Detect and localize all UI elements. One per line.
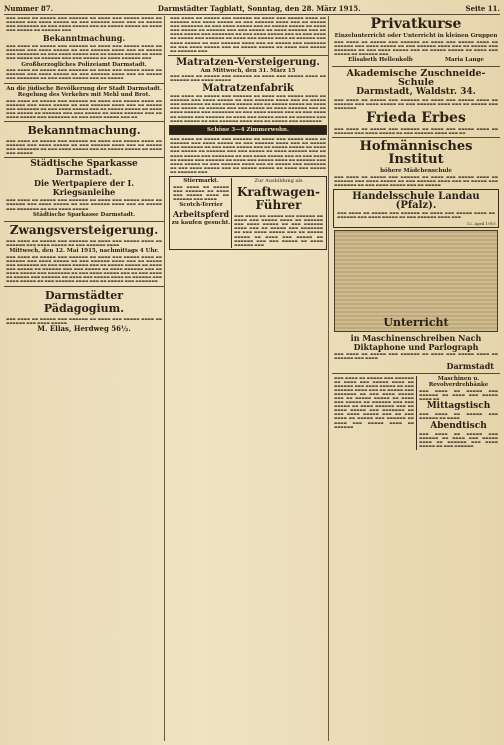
header-page-number: Seite 11. — [465, 3, 500, 13]
matratzen-title: Matratzen-Versteigerung. — [176, 56, 320, 68]
kraftwagen-title: Kraftwagen-Führer — [236, 185, 321, 213]
akademie-address: Darmstadt, Waldstr. 34. — [356, 86, 476, 97]
schoene-wohnung-heading: Schöne 3—4 Zimmerwohn. — [207, 126, 289, 133]
hofmann-institut-title: Hofmännisches Institut — [359, 139, 473, 168]
filler-text: ▬▬▬ ▬▬▬▬ ▬▬ ▬▬▬▬▬ ▬▬▬ ▬▬▬▬▬▬ ▬▬ ▬▬▬▬ ▬▬▬ ▬▬▬▬▬ ▬▬▬▬ ▬▬ ▬▬▬▬▬▬ ▬▬▬ ▬▬▬▬ ▬▬▬▬▬ ▬▬ ▬▬▬ ▬▬▬▬▬▬ ▬▬▬▬ ▬▬▬ ▬▬ ▬▬▬▬▬ ▬▬▬ ▬▬▬▬▬▬▬ ▬▬ ▬▬▬ ▬▬▬▬ ▬▬▬▬▬ ▬▬▬ ▬▬ ▬▬▬▬▬ ▬▬▬▬▬ ▬▬ ▬▬▬▬ ▬▬▬ ▬▬▬▬▬ ▬▬ ▬▬▬▬▬▬ ▬▬▬ — [6, 16, 163, 33]
maschinen-title: Maschinen u. Revolverdrehbänke — [428, 375, 489, 388]
paedagogium-footer: M. Ellas, Herdweg 56½. — [37, 324, 131, 334]
header-issue: Nummer 87. — [4, 3, 54, 13]
sparkasse-signature: Städtische Sparkasse Darmstadt. — [32, 212, 136, 219]
privatkurse-subtitle: Einzelunterricht oder Unterricht in kleinen Gruppen — [334, 33, 498, 39]
aufruf-subtitle: Regelung des Verkehrs mit Mehl und Brot. — [17, 92, 151, 99]
matratzenfabrik-title: Matratzenfabrik — [202, 83, 294, 95]
arbeitspferd-title: Arbeitspferd — [172, 208, 230, 219]
zwangsversteigerung-title: Zwangsversteigerung. — [9, 222, 159, 237]
kriegsanleihe-heading: Die Wertpapiere der I. Kriegsanleihe — [34, 178, 134, 198]
privatkurse-title: Privatkurse — [370, 16, 462, 32]
abendtisch-title: Abendtisch — [430, 420, 487, 431]
mittagstisch-title: Mittagstisch — [426, 401, 491, 412]
zu-kaufen-gesucht: zu kaufen gesucht. — [171, 219, 231, 226]
scotch-terrier: Scotch-Terrier — [179, 202, 223, 209]
unterricht-title: Unterricht — [383, 315, 449, 329]
frieda-erbes-title: Frieda Erbes — [366, 110, 466, 127]
unterricht-subtitle: in Maschinenschreiben Nach Diktaphone und Parlograph — [350, 332, 482, 352]
teacher-elisabeth: Elisabeth Hellenkolb — [348, 57, 413, 64]
unterricht-city: Darmstadt — [446, 360, 494, 371]
matratzen-date: Am Mittwoch, den 31. März 15 — [200, 67, 296, 74]
header-masthead: Darmstädter Tagblatt, Sonntag, den 28. März 1915. — [157, 3, 361, 13]
column-right: Privatkurse Einzelunterricht oder Unterricht in kleinen Gruppen ▬▬▬ ▬▬▬▬ ▬▬ ▬▬▬▬▬ ▬▬▬ ▬▬▬▬▬▬ ▬▬ ▬▬▬▬ ▬▬▬ ▬▬▬▬▬ ▬▬▬▬ ▬▬ ▬▬▬▬▬▬ ▬▬▬ ▬▬▬▬ ▬▬▬▬▬ ▬▬ ▬▬▬ ▬▬▬▬▬▬ ▬▬▬▬ ▬▬▬ ▬▬ ▬▬▬▬▬ ▬▬▬ ▬▬▬▬▬▬▬ ▬▬ ▬▬▬ ▬▬▬▬ ▬▬▬▬▬ ▬▬▬ ▬▬ ▬▬▬▬▬ ▬▬▬▬▬ ▬▬ ▬▬▬▬ ▬▬▬ ▬▬▬▬▬ ▬▬ ▬▬▬▬▬▬ ▬▬▬ Elisabeth Hellenkolb Maria Lange Akademische Zuschneide-Schule Darmstadt, Waldstr. 34. ▬▬▬ ▬▬▬▬ ▬▬ ▬▬▬▬▬ ▬▬▬ ▬▬▬▬▬▬ ▬▬ ▬▬▬▬ ▬▬▬ ▬▬▬▬▬ ▬▬▬▬ ▬▬ ▬▬▬▬▬▬ ▬▬▬ ▬▬▬▬ ▬▬▬▬▬ ▬▬ ▬▬▬ ▬▬▬▬▬▬ ▬▬▬▬ ▬▬▬ ▬▬ ▬▬▬▬▬ ▬▬▬ ▬▬▬▬▬▬▬ Frieda Erbes ▬▬▬ ▬▬▬▬ ▬▬ ▬▬▬▬▬ ▬▬▬ ▬▬▬▬▬▬ ▬▬ ▬▬▬▬ ▬▬▬ ▬▬▬▬▬ ▬▬▬▬ ▬▬ ▬▬▬▬▬▬ ▬▬▬ ▬▬▬▬ ▬▬▬▬▬ ▬▬ ▬▬▬ ▬▬▬▬▬▬ ▬▬▬▬ ▬▬▬ ▬▬ Hofmännisches Institut höhere Mädchenschule ▬▬▬ ▬▬▬▬ ▬▬ ▬▬▬▬▬ ▬▬▬ ▬▬▬▬▬▬ ▬▬ ▬▬▬▬ ▬▬▬ ▬▬▬▬▬ ▬▬▬▬ ▬▬ ▬▬▬▬▬▬ ▬▬▬ ▬▬▬▬ ▬▬▬▬▬ ▬▬ ▬▬▬ ▬▬▬▬▬▬ ▬▬▬▬ ▬▬▬ ▬▬ ▬▬▬▬▬ ▬▬▬ ▬▬▬▬▬▬▬ ▬▬ ▬▬▬ ▬▬▬▬ ▬▬▬▬▬ ▬▬▬ ▬▬ ▬▬▬▬▬ Handelsschule Landau (Pfalz). ▬▬▬ ▬▬▬▬ ▬▬ ▬▬▬▬▬ ▬▬▬ ▬▬▬▬▬▬ ▬▬ ▬▬▬▬ ▬▬▬ ▬▬▬▬▬ ▬▬▬▬ ▬▬ ▬▬▬▬▬▬ ▬▬▬ ▬▬▬▬ ▬▬▬▬▬ ▬▬ ▬▬▬ ▬▬▬▬▬▬ ▬▬▬▬ ▬▬▬ 12. April 1915. Unterricht in Maschinenschreiben Nach Diktaphone und Parlograph ▬▬▬ ▬▬▬▬ ▬▬ ▬▬▬▬▬ ▬▬▬ ▬▬▬▬▬▬ ▬▬ ▬▬▬▬ ▬▬▬ ▬▬▬▬▬ ▬▬▬▬ ▬▬ ▬▬▬▬▬▬ ▬▬▬ ▬▬▬▬ Darmstadt ▬▬▬ ▬▬▬▬ ▬▬ ▬▬▬▬▬ ▬▬▬ ▬▬▬▬▬▬ ▬▬ ▬▬▬▬ ▬▬▬ ▬▬▬▬▬ ▬▬▬▬ ▬▬ ▬▬▬▬▬▬ ▬▬▬ ▬▬▬▬ ▬▬▬▬▬ ▬▬ ▬▬▬ ▬▬▬▬▬▬ ▬▬▬▬ ▬▬▬ ▬▬ ▬▬▬▬▬ ▬▬▬ ▬▬▬▬▬▬▬ ▬▬ ▬▬▬ ▬▬▬▬ ▬▬▬▬▬ ▬▬▬ ▬▬ ▬▬▬▬▬ ▬▬▬▬▬ ▬▬ ▬▬▬▬ ▬▬▬ ▬▬▬▬▬ ▬▬ ▬▬▬▬▬▬ ▬▬▬ ▬▬▬ ▬▬▬▬▬ ▬▬ ▬▬▬▬ ▬▬▬▬▬▬ ▬▬▬ ▬▬ ▬▬▬▬ ▬▬▬▬▬ ▬▬▬ ▬▬▬▬▬▬▬ ▬▬ ▬▬▬ ▬▬▬▬ ▬▬▬▬▬ ▬▬▬ ▬▬ ▬▬▬ ▬▬▬▬ ▬▬ ▬▬▬▬▬ ▬▬▬ ▬▬▬▬▬▬ ▬▬ ▬▬▬▬ ▬▬▬ ▬▬▬▬▬ ▬▬▬▬ ▬▬ ▬▬▬▬▬▬ Maschinen u. Revolverdrehbänke ▬▬▬ ▬▬▬▬ ▬▬ ▬▬▬▬▬ ▬▬▬ ▬▬▬▬▬▬ ▬▬ ▬▬▬▬ ▬▬▬ ▬▬▬▬▬ ▬▬▬▬ ▬▬ Mittagstisch ▬▬▬ ▬▬▬▬ ▬▬ ▬▬▬▬▬ ▬▬▬ ▬▬▬▬▬▬ ▬▬ ▬▬▬▬ Abendtisch ▬▬▬ ▬▬▬▬ ▬▬ ▬▬▬▬▬ ▬▬▬ ▬▬▬▬▬▬ ▬▬ ▬▬▬▬ ▬▬▬ ▬▬▬▬▬ ▬▬▬▬ ▬▬ ▬▬▬▬▬▬ ▬▬▬ ▬▬▬▬ ▬▬▬▬▬ ▬▬ ▬▬▬ ▬▬▬▬▬▬ — [334, 16, 498, 449]
column-left: ▬▬▬ ▬▬▬▬ ▬▬ ▬▬▬▬▬ ▬▬▬ ▬▬▬▬▬▬ ▬▬ ▬▬▬▬ ▬▬▬ ▬▬▬▬▬ ▬▬▬▬ ▬▬ ▬▬▬▬▬▬ ▬▬▬ ▬▬▬▬ ▬▬▬▬▬ ▬▬ ▬▬▬ ▬▬▬▬▬▬ ▬▬▬▬ ▬▬▬ ▬▬ ▬▬▬▬▬ ▬▬▬ ▬▬▬▬▬▬▬ ▬▬ ▬▬▬ ▬▬▬▬ ▬▬▬▬▬ ▬▬▬ ▬▬ ▬▬▬▬▬ ▬▬▬▬▬ ▬▬ ▬▬▬▬ ▬▬▬ ▬▬▬▬▬ ▬▬ ▬▬▬▬▬▬ ▬▬▬ Bekanntmachung. ▬▬▬ ▬▬▬▬ ▬▬ ▬▬▬▬▬ ▬▬▬ ▬▬▬▬▬▬ ▬▬ ▬▬▬▬ ▬▬▬ ▬▬▬▬▬ ▬▬▬▬ ▬▬ ▬▬▬▬▬▬ ▬▬▬ ▬▬▬▬ ▬▬▬▬▬ ▬▬ ▬▬▬ ▬▬▬▬▬▬ ▬▬▬▬ ▬▬▬ ▬▬ ▬▬▬▬▬ ▬▬▬ ▬▬▬▬▬▬▬ ▬▬ ▬▬▬ ▬▬▬▬ ▬▬▬▬▬ ▬▬▬ ▬▬ ▬▬▬▬▬ ▬▬▬▬▬ ▬▬ ▬▬▬▬ ▬▬▬ ▬▬▬▬▬ ▬▬ ▬▬▬▬▬▬ ▬▬▬ ▬▬▬ ▬▬▬▬▬ ▬▬ ▬▬▬▬ ▬▬▬▬▬▬ ▬▬▬ Großherzogliches Polizeiamt Darmstadt. ▬▬▬ ▬▬▬▬ ▬▬ ▬▬▬▬▬ ▬▬▬ ▬▬▬▬▬▬ ▬▬ ▬▬▬▬ ▬▬▬ ▬▬▬▬▬ ▬▬▬▬ ▬▬ ▬▬▬▬▬▬ ▬▬▬ ▬▬▬▬ ▬▬▬▬▬ ▬▬ ▬▬▬ ▬▬▬▬▬▬ ▬▬▬▬ ▬▬▬ ▬▬ ▬▬▬▬▬ ▬▬▬ ▬▬▬▬▬▬▬ ▬▬ ▬▬▬ ▬▬▬▬ ▬▬▬▬▬ ▬▬▬ ▬▬ ▬▬▬▬▬ An die jüdische Bevölkerung der Stadt Darmstadt. Regelung des Verkehrs mit Mehl und Brot. ▬▬▬ ▬▬▬▬ ▬▬ ▬▬▬▬▬ ▬▬▬ ▬▬▬▬▬▬ ▬▬ ▬▬▬▬ ▬▬▬ ▬▬▬▬▬ ▬▬▬▬ ▬▬ ▬▬▬▬▬▬ ▬▬▬ ▬▬▬▬ ▬▬▬▬▬ ▬▬ ▬▬▬ ▬▬▬▬▬▬ ▬▬▬▬ ▬▬▬ ▬▬ ▬▬▬▬▬ ▬▬▬ ▬▬▬▬▬▬▬ ▬▬ ▬▬▬ ▬▬▬▬ ▬▬▬▬▬ ▬▬▬ ▬▬ ▬▬▬▬▬ ▬▬▬▬▬ ▬▬ ▬▬▬▬ ▬▬▬ ▬▬▬▬▬ ▬▬ ▬▬▬▬▬▬ ▬▬▬ ▬▬▬ ▬▬▬▬▬ ▬▬ ▬▬▬▬ ▬▬▬▬▬▬ ▬▬▬ ▬▬ ▬▬▬▬ ▬▬▬▬▬ ▬▬▬ ▬▬▬▬▬▬▬ ▬▬ ▬▬▬ ▬▬▬▬ ▬▬▬▬▬ ▬▬▬ ▬▬ Bekanntmachung. ▬▬▬ ▬▬▬▬ ▬▬ ▬▬▬▬▬ ▬▬▬ ▬▬▬▬▬▬ ▬▬ ▬▬▬▬ ▬▬▬ ▬▬▬▬▬ ▬▬▬▬ ▬▬ ▬▬▬▬▬▬ ▬▬▬ ▬▬▬▬ ▬▬▬▬▬ ▬▬ ▬▬▬ ▬▬▬▬▬▬ ▬▬▬▬ ▬▬▬ ▬▬ ▬▬▬▬▬ ▬▬▬ ▬▬▬▬▬▬▬ ▬▬ ▬▬▬ ▬▬▬▬ ▬▬▬▬▬ ▬▬▬ ▬▬ ▬▬▬▬▬ ▬▬▬▬▬ ▬▬ ▬▬▬▬ ▬▬▬ ▬▬▬▬▬ Städtische Sparkasse Darmstadt. Die Wertpapiere der I. Kriegsanleihe ▬▬▬ ▬▬▬▬ ▬▬ ▬▬▬▬▬ ▬▬▬ ▬▬▬▬▬▬ ▬▬ ▬▬▬▬ ▬▬▬ ▬▬▬▬▬ ▬▬▬▬ ▬▬ ▬▬▬▬▬▬ ▬▬▬ ▬▬▬▬ ▬▬▬▬▬ ▬▬ ▬▬▬ ▬▬▬▬▬▬ ▬▬▬▬ ▬▬▬ ▬▬ ▬▬▬▬▬ ▬▬▬ ▬▬▬▬▬▬▬ ▬▬ ▬▬▬ ▬▬▬▬ ▬▬▬▬▬ Städtische Sparkasse Darmstadt. Zwangsversteigerung. ▬▬▬ ▬▬▬▬ ▬▬ ▬▬▬▬▬ ▬▬▬ ▬▬▬▬▬▬ ▬▬ ▬▬▬▬ ▬▬▬ ▬▬▬▬▬ ▬▬▬▬ ▬▬ ▬▬▬▬▬▬ ▬▬▬ ▬▬▬▬ ▬▬▬▬▬ ▬▬ ▬▬▬ ▬▬▬▬▬▬ ▬▬▬▬ Mittwoch, den 12. Mai 1915, nachmittags 4 Uhr. ▬▬▬ ▬▬▬▬ ▬▬ ▬▬▬▬▬ ▬▬▬ ▬▬▬▬▬▬ ▬▬ ▬▬▬▬ ▬▬▬ ▬▬▬▬▬ ▬▬▬▬ ▬▬ ▬▬▬▬▬▬ ▬▬▬ ▬▬▬▬ ▬▬▬▬▬ ▬▬ ▬▬▬ ▬▬▬▬▬▬ ▬▬▬▬ ▬▬▬ ▬▬ ▬▬▬▬▬ ▬▬▬ ▬▬▬▬▬▬▬ ▬▬ ▬▬▬ ▬▬▬▬ ▬▬▬▬▬ ▬▬▬ ▬▬ ▬▬▬▬▬ ▬▬▬▬▬ ▬▬ ▬▬▬▬ ▬▬▬ ▬▬▬▬▬ ▬▬ ▬▬▬▬▬▬ ▬▬▬ ▬▬▬ ▬▬▬▬▬ ▬▬ ▬▬▬▬ ▬▬▬▬▬▬ ▬▬▬ ▬▬ ▬▬▬▬ ▬▬▬▬▬ ▬▬▬ ▬▬▬▬▬▬▬ ▬▬ ▬▬▬ ▬▬▬▬ ▬▬▬▬▬ ▬▬▬ ▬▬ ▬▬▬ ▬▬▬▬ ▬▬ ▬▬▬▬▬ ▬▬▬ ▬▬▬▬▬▬ ▬▬ ▬▬▬▬ ▬▬▬ ▬▬▬▬▬ ▬▬▬▬ ▬▬ ▬▬▬▬▬▬ ▬▬▬ ▬▬▬▬ ▬▬▬▬▬ ▬▬ ▬▬▬ ▬▬▬▬▬▬ ▬▬▬▬ ▬▬▬ ▬▬ ▬▬▬▬▬ ▬▬▬ ▬▬▬▬▬▬▬ Darmstädter Pädagogium. ▬▬▬ ▬▬▬▬ ▬▬ ▬▬▬▬▬ ▬▬▬ ▬▬▬▬▬▬ ▬▬ ▬▬▬▬ ▬▬▬ ▬▬▬▬▬ ▬▬▬▬ ▬▬ ▬▬▬▬▬▬ ▬▬▬ ▬▬▬▬ ▬▬▬▬▬ M. Ellas, Herdweg 56½. — [4, 16, 165, 741]
bekanntmachung-1-title: Bekanntmachung. — [42, 32, 126, 43]
paedagogium-title: Darmstädter Pädagogium. — [43, 288, 125, 315]
akademie-title: Akademische Zuschneide-Schule — [346, 67, 486, 88]
kraftwagen-label: Zur Ausbildung als — [254, 178, 303, 185]
bekanntmachung-2-title: Bekanntmachung. — [27, 124, 141, 137]
zwangsversteigerung-date: Mittwoch, den 12. Mai 1915, nachmittags 4 Uhr. — [9, 248, 159, 255]
hofmann-subtitle: höhere Mädchenschule — [380, 168, 452, 175]
polizeiamt-signature: Großherzogliches Polizeiamt Darmstadt. — [21, 61, 147, 68]
stiermarkt-title: Stiermarkt. — [183, 178, 219, 185]
aufruf-title: An die jüdische Bevölkerung der Stadt Darmstadt. — [6, 85, 162, 92]
teacher-maria: Maria Lange — [444, 57, 484, 64]
handelsschule-title: Handelsschule Landau (Pfalz). — [352, 191, 480, 212]
handelsschule-date: 12. April 1915. — [466, 220, 497, 226]
column-middle: ▬▬▬ ▬▬▬▬ ▬▬ ▬▬▬▬▬ ▬▬▬ ▬▬▬▬▬▬ ▬▬ ▬▬▬▬ ▬▬▬ ▬▬▬▬▬ ▬▬▬▬ ▬▬ ▬▬▬▬▬▬ ▬▬▬ ▬▬▬▬ ▬▬▬▬▬ ▬▬ ▬▬▬ ▬▬▬▬▬▬ ▬▬▬▬ ▬▬▬ ▬▬ ▬▬▬▬▬ ▬▬▬ ▬▬▬▬▬▬▬ ▬▬ ▬▬▬ ▬▬▬▬ ▬▬▬▬▬ ▬▬▬ ▬▬ ▬▬▬▬▬ ▬▬▬▬▬ ▬▬ ▬▬▬▬ ▬▬▬ ▬▬▬▬▬ ▬▬ ▬▬▬▬▬▬ ▬▬▬ ▬▬▬ ▬▬▬▬▬ ▬▬ ▬▬▬▬ ▬▬▬▬▬▬ ▬▬▬ ▬▬ ▬▬▬▬ ▬▬▬▬▬ ▬▬▬ ▬▬▬▬▬▬▬ ▬▬ ▬▬▬ ▬▬▬▬ ▬▬▬▬▬ ▬▬▬ ▬▬ ▬▬▬ ▬▬▬▬ ▬▬ ▬▬▬▬▬ ▬▬▬ ▬▬▬▬▬▬ ▬▬ ▬▬▬▬ ▬▬▬ ▬▬▬▬▬ ▬▬▬▬ ▬▬ ▬▬▬▬▬▬ ▬▬▬ ▬▬▬▬ ▬▬▬▬▬ ▬▬ ▬▬▬ ▬▬▬▬▬▬ ▬▬▬▬ ▬▬▬ ▬▬ ▬▬▬▬▬ ▬▬▬ ▬▬▬▬▬▬▬ ▬▬ ▬▬▬ ▬▬▬▬ ▬▬▬▬▬ ▬▬▬ ▬▬ ▬▬▬▬▬ ▬▬▬▬▬ ▬▬ ▬▬▬▬ ▬▬▬ ▬▬▬▬▬ ▬▬ ▬▬▬▬▬▬ ▬▬▬ Matratzen-Versteigerung. Am Mittwoch, den 31. März 15 ▬▬▬ ▬▬▬▬ ▬▬ ▬▬▬▬▬ ▬▬▬ ▬▬▬▬▬▬ ▬▬ ▬▬▬▬ ▬▬▬ ▬▬▬▬▬ ▬▬▬▬ ▬▬ ▬▬▬▬▬▬ ▬▬▬ ▬▬▬▬ ▬▬▬▬▬ Matratzenfabrik ▬▬▬ ▬▬▬▬ ▬▬ ▬▬▬▬▬ ▬▬▬ ▬▬▬▬▬▬ ▬▬ ▬▬▬▬ ▬▬▬ ▬▬▬▬▬ ▬▬▬▬ ▬▬ ▬▬▬▬▬▬ ▬▬▬ ▬▬▬▬ ▬▬▬▬▬ ▬▬ ▬▬▬ ▬▬▬▬▬▬ ▬▬▬▬ ▬▬▬ ▬▬ ▬▬▬▬▬ ▬▬▬ ▬▬▬▬▬▬▬ ▬▬ ▬▬▬ ▬▬▬▬ ▬▬▬▬▬ ▬▬▬ ▬▬ ▬▬▬▬▬ ▬▬▬▬▬ ▬▬ ▬▬▬▬ ▬▬▬ ▬▬▬▬▬ ▬▬ ▬▬▬▬▬▬ ▬▬▬ ▬▬▬ ▬▬▬▬▬ ▬▬ ▬▬▬▬ ▬▬▬▬▬▬ ▬▬▬ ▬▬ ▬▬▬▬ ▬▬▬▬▬ ▬▬▬ ▬▬▬▬▬▬▬ ▬▬ ▬▬▬ ▬▬▬▬ ▬▬▬▬▬ ▬▬▬ ▬▬ ▬▬▬ ▬▬▬▬ ▬▬ ▬▬▬▬▬ ▬▬▬ ▬▬▬▬▬▬ ▬▬ ▬▬▬▬ ▬▬▬ ▬▬▬▬▬ ▬▬▬▬ ▬▬ ▬▬▬▬▬▬ ▬▬▬ ▬▬▬▬ ▬▬▬▬▬ ▬▬ ▬▬▬ ▬▬▬▬▬▬ ▬▬▬▬ ▬▬▬ ▬▬ ▬▬▬▬▬ ▬▬▬ ▬▬▬▬▬▬▬ Schöne 3—4 Zimmerwohn. ▬▬▬ ▬▬▬▬ ▬▬ ▬▬▬▬▬ ▬▬▬ ▬▬▬▬▬▬ ▬▬ ▬▬▬▬ ▬▬▬ ▬▬▬▬▬ ▬▬▬▬ ▬▬ ▬▬▬▬▬▬ ▬▬▬ ▬▬▬▬ ▬▬▬▬▬ ▬▬ ▬▬▬ ▬▬▬▬▬▬ ▬▬▬▬ ▬▬▬ ▬▬ ▬▬▬▬▬ ▬▬▬ ▬▬▬▬▬▬▬ ▬▬ ▬▬▬ ▬▬▬▬ ▬▬▬▬▬ ▬▬▬ ▬▬ ▬▬▬▬▬ ▬▬▬▬▬ ▬▬ ▬▬▬▬ ▬▬▬ ▬▬▬▬▬ ▬▬ ▬▬▬▬▬▬ ▬▬▬ ▬▬▬ ▬▬▬▬▬ ▬▬ ▬▬▬▬ ▬▬▬▬▬▬ ▬▬▬ ▬▬ ▬▬▬▬ ▬▬▬▬▬ ▬▬▬ ▬▬▬▬▬▬▬ ▬▬ ▬▬▬ ▬▬▬▬ ▬▬▬▬▬ ▬▬▬ ▬▬ ▬▬▬ ▬▬▬▬ ▬▬ ▬▬▬▬▬ ▬▬▬ ▬▬▬▬▬▬ ▬▬ ▬▬▬▬ ▬▬▬ ▬▬▬▬▬ ▬▬▬▬ ▬▬ ▬▬▬▬▬▬ ▬▬▬ ▬▬▬▬ ▬▬▬▬▬ ▬▬ ▬▬▬ ▬▬▬▬▬▬ ▬▬▬▬ ▬▬▬ ▬▬ ▬▬▬▬▬ ▬▬▬ ▬▬▬▬▬▬▬ ▬▬ ▬▬▬ ▬▬▬▬ ▬▬▬▬▬ ▬▬▬ ▬▬ ▬▬▬▬▬ ▬▬▬▬▬ ▬▬ ▬▬▬▬ ▬▬▬ ▬▬▬▬▬ ▬▬ ▬▬▬▬▬▬ ▬▬▬ Stiermarkt. ▬▬▬ ▬▬▬▬ ▬▬ ▬▬▬▬▬ ▬▬▬ ▬▬▬▬▬▬ ▬▬ ▬▬▬▬ ▬▬▬ ▬▬▬▬▬ ▬▬▬▬ ▬▬ ▬▬▬▬▬▬ ▬▬▬ ▬▬▬▬ Scotch-Terrier Arbeitspferd zu kaufen gesucht. Zur Ausbildung als Kraftwagen-Führer ▬▬▬ ▬▬▬▬ ▬▬ ▬▬▬▬▬ ▬▬▬ ▬▬▬▬▬▬ ▬▬ ▬▬▬▬ ▬▬▬ ▬▬▬▬▬ ▬▬▬▬ ▬▬ ▬▬▬▬▬▬ ▬▬▬ ▬▬▬▬ ▬▬▬▬▬ ▬▬ ▬▬▬ ▬▬▬▬▬▬ ▬▬▬▬ ▬▬▬ ▬▬ ▬▬▬▬▬ ▬▬▬ ▬▬▬▬▬▬▬ ▬▬ ▬▬▬ ▬▬▬▬ ▬▬▬▬▬ ▬▬▬ ▬▬ ▬▬▬▬▬ ▬▬▬▬▬ ▬▬ ▬▬▬▬ ▬▬▬ ▬▬▬▬▬ ▬▬ ▬▬▬▬▬▬ ▬▬▬ ▬▬▬ ▬▬▬▬▬ ▬▬ ▬▬▬▬ ▬▬▬▬▬▬ ▬▬▬ — [168, 16, 329, 741]
sparkasse-title: Städtische Sparkasse Darmstadt. — [30, 159, 138, 179]
page-header — [4, 2, 500, 15]
classroom-illustration — [334, 230, 498, 332]
